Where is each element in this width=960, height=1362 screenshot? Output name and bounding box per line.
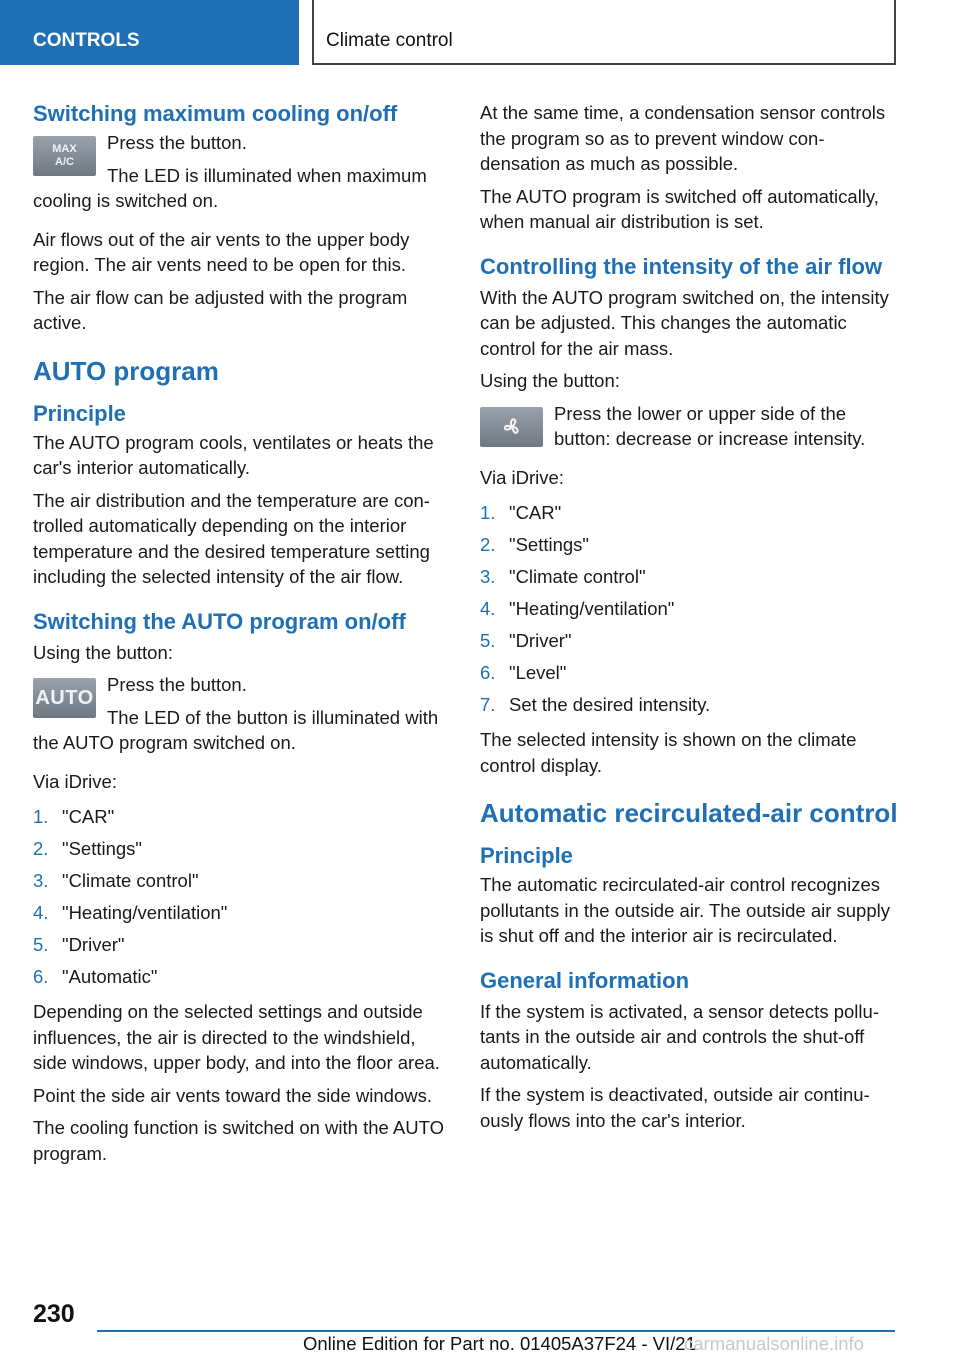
section-tab [0,0,299,65]
list-item: 6. "Level" [480,662,567,683]
list-item: 7. Set the desired intensity. [480,694,711,715]
chapter-title: Climate control [326,30,453,51]
idrive-steps-left [33,801,448,993]
paragraph: Via iDrive: [480,466,564,488]
paragraph: The AUTO program is switched off automatically, when manual air distribution is set. [480,185,879,232]
paragraph: If the system is activated, a sensor detects pollutants in the outside air and controls the shut-off automatically. [480,1000,879,1073]
max-ac-button-icon: MAX A/C [33,136,96,176]
watermark: carmanualsonline.info [684,1333,864,1354]
list-item: 5. "Driver" [33,934,125,955]
paragraph: If the system is deactivated, outside air continuously flows into the car's interior. [480,1084,870,1131]
max-press-text: Press the button. [107,132,247,153]
page-number: 230 [33,1300,75,1328]
principle-heading: Principle [480,843,573,868]
left-column [33,100,448,1173]
switch-auto-heading: Switching the AUTO program on/off [33,608,406,634]
fan-press-text: Press the lower or upper side of the button: decrease or increase intensity. [554,402,866,449]
list-item: 1. "CAR" [33,806,115,827]
paragraph: Depending on the selected settings and outside influences, the air is directed to the windshield, side windows, upper body, and into the floor area. [33,1001,440,1073]
list-item: 6. "Automatic" [33,966,158,987]
list-item: 4. "Heating/ventilation" [480,598,675,619]
principle-heading: Principle [33,400,126,426]
fan-icon [480,407,543,447]
footer-divider [97,1330,895,1332]
max-cooling-heading: Switching maximum cooling on/off [33,101,398,126]
section-title: CONTROLS [33,30,140,51]
paragraph: The air distribution and the temperature are controlled automatically depending on the interior temperature and the desired temperature setting including the selected intensity of the air flow. [33,489,430,587]
edition-note: Online Edition for Part no. 01405A37F24 - VI/21 [303,1333,696,1354]
paragraph: Air flows out of the air vents to the upper body region. The air vents need to be open for this. [33,228,410,275]
paragraph: The cooling function is switched on with the AUTO program. [33,1117,444,1164]
max-led-text: The LED is illuminated when maximum cooling is switched on. [33,164,427,211]
paragraph: The automatic recirculated-air control recognizes pollutants in the outside air. The outside air supply is shut off and the interior air is recirculated. [480,874,890,946]
list-item: 4. "Heating/ventilation" [33,902,228,923]
list-item: 2. "Settings" [33,838,142,859]
auto-instruction [33,672,448,763]
paragraph: At the same time, a condensation sensor controls the program so as to prevent window condensation as much as possible. [480,102,886,174]
right-column [480,100,898,1140]
paragraph: Using the button: [33,641,173,663]
auto-led-text: The LED of the button is illuminated with the AUTO program switched on. [33,706,439,753]
max-cooling-instruction [33,130,448,221]
auto-button-icon: AUTO [33,678,96,718]
list-item: 5. "Driver" [480,630,572,651]
fan-instruction [480,401,898,459]
list-item: 2. "Settings" [480,534,589,555]
idrive-steps-right [480,497,898,721]
paragraph: Using the button: [480,370,620,391]
paragraph: With the AUTO program switched on, the intensity can be adjusted. This changes the automatic control for the air mass. [480,286,889,359]
paragraph: The selected intensity is shown on the climate control display. [480,729,857,776]
auto-press-text: Press the button. [107,674,247,695]
list-item: 3. "Climate control" [480,566,646,587]
paragraph: The air flow can be adjusted with the program active. [33,286,408,333]
intensity-heading: Controlling the intensity of the air flow [480,253,883,279]
list-item: 1. "CAR" [480,502,562,523]
paragraph: Via iDrive: [33,770,117,792]
auto-program-heading: AUTO program [33,355,219,386]
paragraph: Point the side air vents toward the side windows. [33,1084,432,1106]
paragraph: The AUTO program cools, ventilates or heats the car's interior automatically. [33,431,434,478]
general-info-heading: General information [480,967,690,993]
list-item: 3. "Climate control" [33,870,199,891]
chapter-tab [312,0,896,65]
recirc-heading: Automatic recirculated-air control [480,798,898,828]
